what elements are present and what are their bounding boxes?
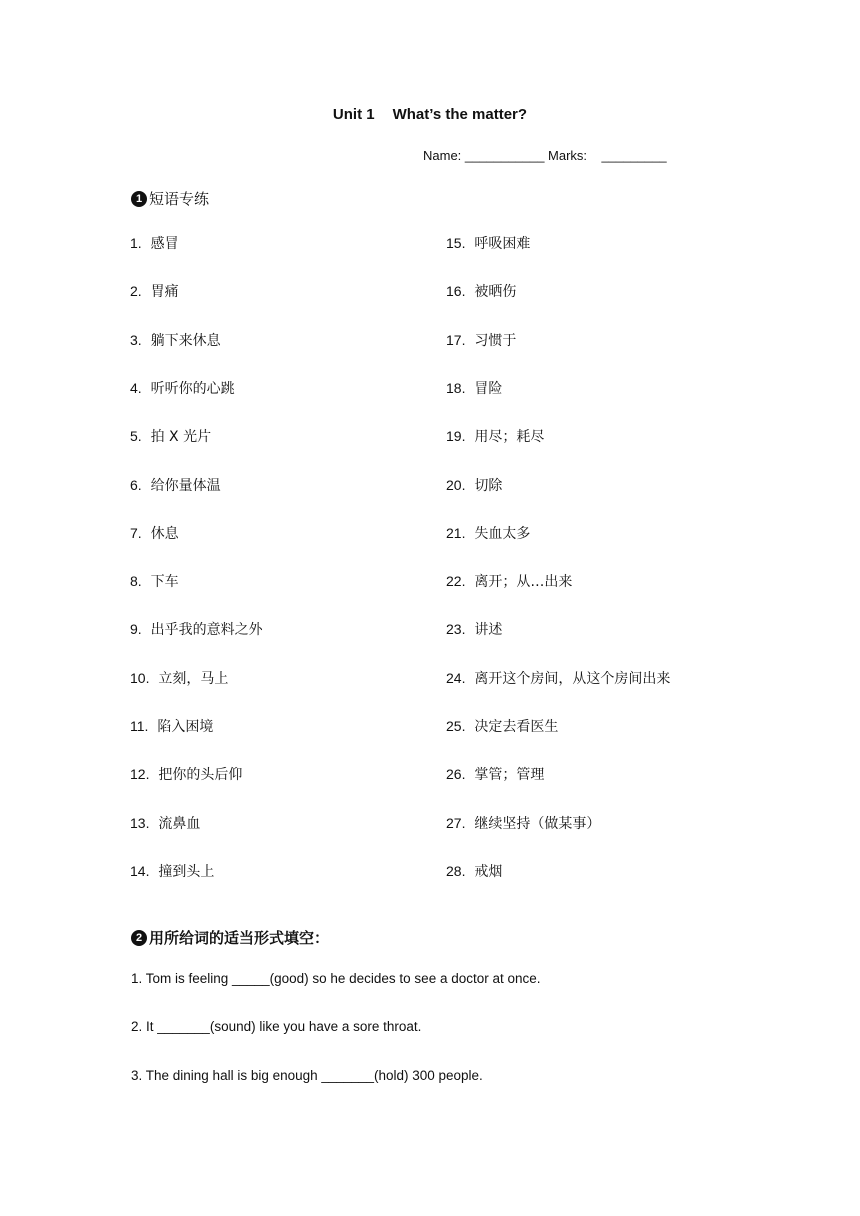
section2-number: 2 bbox=[131, 930, 147, 946]
phrase-item bbox=[446, 233, 530, 253]
name-marks-line: Name: ___________ Marks: _________ bbox=[423, 148, 667, 163]
phrase-item bbox=[130, 330, 221, 350]
phrase-text: 拍 X 光片 bbox=[150, 429, 212, 445]
phrase-text: 掌管；管理 bbox=[474, 767, 545, 783]
phrase-item bbox=[446, 813, 600, 833]
phrase-number: 21. bbox=[446, 525, 466, 541]
phrase-text: 离开这个房间，从这个房间出来 bbox=[474, 671, 671, 687]
phrase-item bbox=[130, 861, 214, 881]
phrase-item bbox=[446, 619, 502, 639]
phrase-text: 被晒伤 bbox=[474, 284, 517, 300]
section1-heading bbox=[131, 188, 209, 209]
phrase-item bbox=[446, 281, 516, 301]
unit-label: Unit 1 bbox=[332, 106, 375, 123]
phrase-text: 切除 bbox=[474, 478, 503, 494]
phrase-text: 感冒 bbox=[150, 236, 179, 252]
phrase-item bbox=[446, 330, 516, 350]
phrase-number: 1. bbox=[130, 235, 142, 251]
phrase-item bbox=[130, 619, 263, 639]
phrase-number: 19. bbox=[446, 428, 466, 444]
phrase-number: 25. bbox=[446, 718, 466, 734]
phrase-number: 15. bbox=[446, 235, 466, 251]
phrase-text: 休息 bbox=[150, 526, 179, 542]
section2-title: 用所给词的适当形式填空： bbox=[149, 929, 330, 947]
page-title bbox=[0, 106, 860, 123]
phrase-number: 9. bbox=[130, 621, 142, 637]
phrase-text: 继续坚持（做某事） bbox=[474, 816, 601, 832]
phrase-item bbox=[446, 764, 544, 784]
section2-heading bbox=[131, 927, 329, 948]
unit-topic: What’s the matter? bbox=[392, 106, 528, 123]
fill-in-sentence: 3. The dining hall is big enough _______(hold) 300 people. bbox=[131, 1068, 483, 1083]
phrase-item bbox=[130, 523, 179, 543]
phrase-number: 17. bbox=[446, 332, 466, 348]
phrase-item bbox=[130, 813, 200, 833]
phrase-number: 4. bbox=[130, 380, 142, 396]
phrase-number: 8. bbox=[130, 573, 142, 589]
phrase-number: 11. bbox=[130, 718, 149, 734]
phrase-text: 讲述 bbox=[474, 622, 503, 638]
phrase-text: 流鼻血 bbox=[158, 816, 201, 832]
phrase-text: 冒险 bbox=[474, 381, 503, 397]
phrase-item bbox=[446, 378, 502, 398]
section1-number: 1 bbox=[131, 191, 147, 207]
phrase-text: 立刻，马上 bbox=[158, 671, 229, 687]
phrase-item bbox=[130, 571, 179, 591]
phrase-item bbox=[446, 475, 502, 495]
phrase-item bbox=[130, 716, 213, 736]
phrase-number: 7. bbox=[130, 525, 142, 541]
phrase-text: 陷入困境 bbox=[157, 719, 214, 735]
phrase-number: 18. bbox=[446, 380, 466, 396]
fill-in-sentence: 1. Tom is feeling _____(good) so he decides to see a doctor at once. bbox=[131, 971, 541, 986]
phrase-text: 离开；从…出来 bbox=[474, 574, 573, 590]
phrase-number: 6. bbox=[130, 477, 142, 493]
phrase-number: 23. bbox=[446, 621, 466, 637]
phrase-number: 12. bbox=[130, 766, 150, 782]
phrase-item bbox=[130, 426, 211, 446]
phrase-number: 10. bbox=[130, 670, 150, 686]
phrase-text: 习惯于 bbox=[474, 333, 517, 349]
phrase-number: 24. bbox=[446, 670, 466, 686]
section1-title: 短语专练 bbox=[149, 190, 210, 208]
phrase-number: 5. bbox=[130, 428, 142, 444]
phrase-item bbox=[446, 716, 558, 736]
phrase-text: 躺下来休息 bbox=[150, 333, 221, 349]
phrase-item bbox=[130, 764, 242, 784]
phrase-item bbox=[446, 861, 502, 881]
phrase-item bbox=[446, 668, 670, 688]
phrase-item bbox=[130, 281, 179, 301]
phrase-item bbox=[130, 233, 179, 253]
phrase-number: 2. bbox=[130, 283, 142, 299]
phrase-text: 听听你的心跳 bbox=[150, 381, 235, 397]
phrase-text: 下车 bbox=[150, 574, 179, 590]
phrase-item bbox=[130, 668, 228, 688]
phrase-item bbox=[446, 571, 572, 591]
phrase-text: 给你量体温 bbox=[150, 478, 221, 494]
phrase-number: 20. bbox=[446, 477, 466, 493]
fill-in-sentence: 2. It _______(sound) like you have a sore throat. bbox=[131, 1019, 422, 1034]
phrase-number: 14. bbox=[130, 863, 150, 879]
phrase-item bbox=[446, 523, 530, 543]
phrase-text: 决定去看医生 bbox=[474, 719, 559, 735]
phrase-number: 13. bbox=[130, 815, 150, 831]
phrase-item bbox=[446, 426, 544, 446]
phrase-text: 戒烟 bbox=[474, 864, 503, 880]
phrase-text: 胃痛 bbox=[150, 284, 179, 300]
phrase-text: 出乎我的意料之外 bbox=[150, 622, 263, 638]
phrase-number: 16. bbox=[446, 283, 466, 299]
phrase-number: 22. bbox=[446, 573, 466, 589]
phrase-text: 撞到头上 bbox=[158, 864, 215, 880]
phrase-item bbox=[130, 475, 221, 495]
phrase-number: 28. bbox=[446, 863, 466, 879]
phrase-text: 用尽；耗尽 bbox=[474, 429, 545, 445]
phrase-item bbox=[130, 378, 235, 398]
phrase-number: 26. bbox=[446, 766, 466, 782]
phrase-number: 27. bbox=[446, 815, 466, 831]
phrase-text: 把你的头后仰 bbox=[158, 767, 243, 783]
phrase-number: 3. bbox=[130, 332, 142, 348]
phrase-text: 呼吸困难 bbox=[474, 236, 531, 252]
phrase-text: 失血太多 bbox=[474, 526, 531, 542]
